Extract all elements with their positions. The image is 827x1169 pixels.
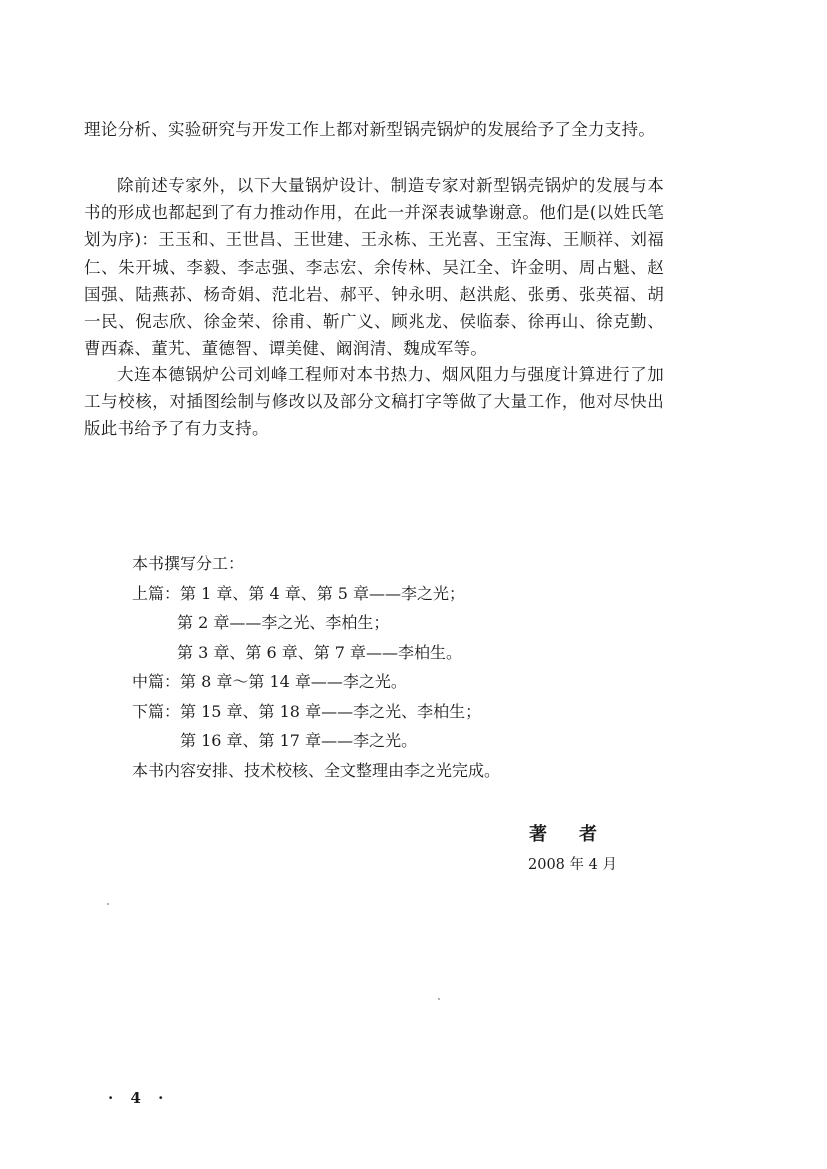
- page-number: · 4 ·: [108, 1089, 170, 1107]
- division-upper-line-1: 上篇：第 1 章、第 4 章、第 5 章——李之光；: [132, 583, 466, 603]
- scan-speck: [438, 998, 440, 1000]
- division-closing-line: 本书内容安排、技术校核、全文整理由李之光完成。: [132, 760, 501, 780]
- paragraph-acknowledgement-experts: 除前述专家外，以下大量锅炉设计、制造专家对新型锅壳锅炉的发展与本书的形成也都起到了有力推动作用，在此一并深表诚挚谢意。他们是(以姓氏笔划为序)：王玉和、王世昌、王世建、王永栋、王光喜、王宝海、王顺祥、刘福仁、朱开城、李毅、李志强、李志宏、余传林、吴江全、许金明、周占魁、赵国强、陆燕荪、杨奇娟、范北岩、郝平、钟永明、赵洪彪、张勇、张英福、胡一民、倪志欣、徐金荣、徐甫、靳广义、顾兆龙、侯临泰、徐再山、徐克勤、曹西森、董艽、董德智、谭美健、阚润清、魏成军等。: [84, 176, 664, 359]
- division-lower-line-2: 第 16 章、第 17 章——李之光。: [180, 731, 418, 750]
- scan-speck: [107, 903, 109, 905]
- paragraph-continuation: 理论分析、实验研究与开发工作上都对新型锅壳锅炉的发展给予了全力支持。: [84, 120, 656, 139]
- division-middle-line: 中篇：第 8 章～第 14 章——李之光。: [132, 672, 407, 691]
- paragraph-acknowledgement-liufeng: 大连本德锅炉公司刘峰工程师对本书热力、烟风阻力与强度计算进行了加工与校核，对插图绘制与修改以及部分文稿打字等做了大量工作，他对尽快出版此书给予了有力支持。: [84, 365, 664, 439]
- division-heading: 本书撰写分工：: [132, 554, 245, 573]
- division-upper-line-2: 第 2 章——李之光、李柏生；: [177, 613, 390, 632]
- division-upper-line-3: 第 3 章、第 6 章、第 7 章——李柏生。: [177, 642, 463, 662]
- author-signature: 著者: [529, 824, 629, 845]
- signature-date: 2008 年 4 月: [528, 857, 617, 873]
- writing-division-list: [132, 549, 652, 785]
- division-lower-line-1: 下篇：第 15 章、第 18 章——李之光、李柏生；: [132, 701, 482, 721]
